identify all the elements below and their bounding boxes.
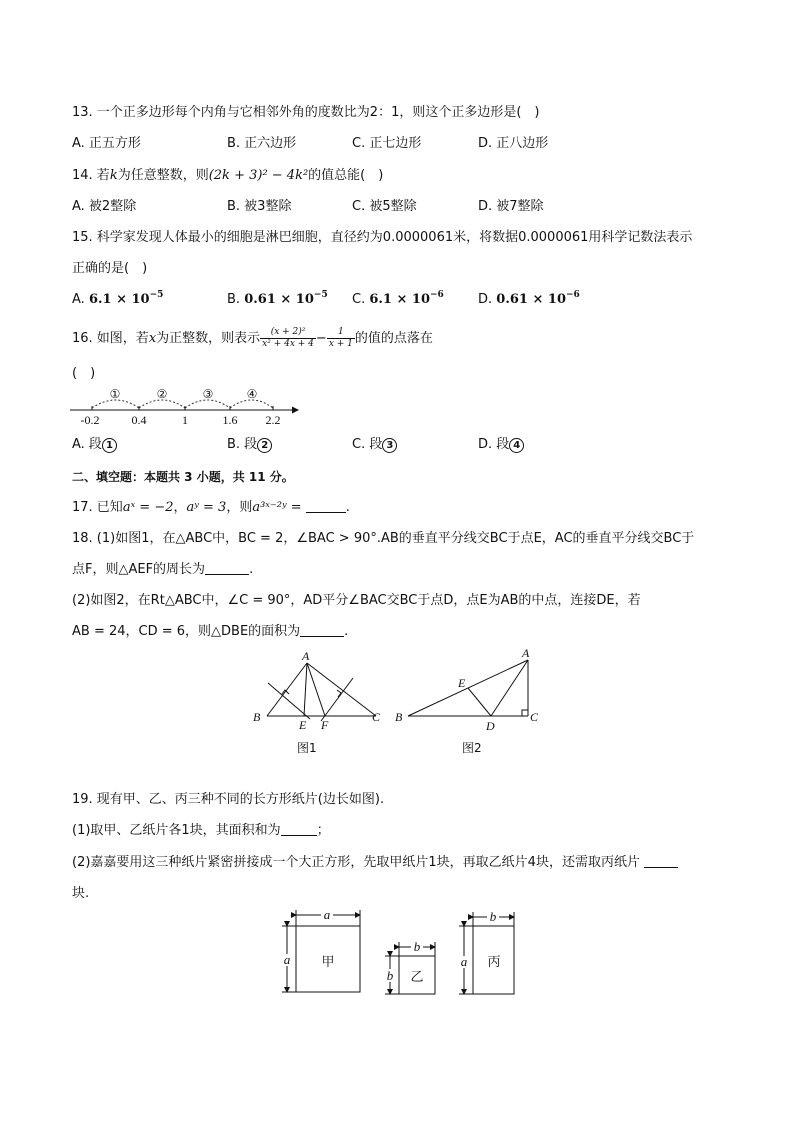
segment-label-1: ①	[109, 387, 121, 401]
q14-option-d: D. 被7整除	[478, 199, 544, 214]
point-label-a: A	[522, 646, 530, 660]
segment-label-3: ③	[202, 387, 214, 401]
segment-label-4: ④	[246, 387, 258, 401]
q13-option-c: C. 正七边形	[352, 136, 422, 151]
q17-answer-blank[interactable]	[306, 499, 346, 513]
section-heading: 二、填空题：本题共 3 小题，共 11 分。	[72, 470, 294, 484]
q19-part2-line2: 块.	[72, 886, 90, 901]
q16-option-a: A. 段 1	[72, 436, 117, 454]
card-yi	[384, 939, 435, 994]
point-label-b: B	[253, 710, 261, 724]
card-yi-name: 乙	[410, 970, 424, 985]
card-bing-name: 丙	[487, 955, 501, 970]
card-yi-side-label: b	[386, 968, 394, 983]
q19-part2-answer-blank[interactable]	[644, 854, 678, 868]
q15-stem-line1: 15. 科学家发现人体最小的细胞是淋巴细胞，直径约为0.0000061米，将数据0.0000061用科学记数法表示	[72, 230, 693, 245]
point-label-b: B	[395, 710, 403, 724]
perp-bisector-ac	[321, 678, 353, 721]
point-label-e: E	[458, 676, 466, 690]
q13-option-d: D. 正八边形	[478, 136, 549, 151]
tick-label: 1	[182, 413, 188, 427]
q15-stem-line2: 正确的是( )	[72, 261, 148, 276]
q16-fraction-1: $\frac{\text{(x + 2)²}}{\text{x² + 4x + 4}}$	[262, 327, 314, 349]
q16-option-c: C. 段 3	[352, 436, 397, 454]
segment-ab	[267, 663, 307, 716]
card-jia-top-label: a	[323, 907, 331, 922]
q18-part1-line1: 18. (1)如图1，在△ABC中，BC = 2，∠BAC > 90°.AB的垂直平分线交BC于点E，AC的垂直平分线交BC于	[72, 531, 695, 546]
right-angle-mark	[337, 690, 341, 697]
perp-bisector-ab	[268, 683, 310, 719]
card-jia-side-label: a	[283, 952, 291, 967]
q14-expression: (2k + 3)² − 4k²	[208, 168, 309, 183]
q18-part2-line2: AB = 24，CD = 6，则△DBE的面积为 .	[72, 624, 349, 639]
q18-part1-answer-blank[interactable]	[205, 561, 249, 575]
q16-option-d: D. 段 4	[478, 436, 524, 454]
q19-part1-answer-blank[interactable]	[281, 822, 317, 836]
q16-fraction-2: $\frac{1}{x + 1}$	[328, 327, 353, 349]
q14-stem: 14. 若k为任意整数，则(2k + 3)² − 4k²的值总能( )	[72, 168, 384, 183]
q16-number-line	[66, 382, 302, 428]
q13-stem: 13. 一个正多边形每个内角与它相邻外角的度数比为2：1，则这个正多边形是( )	[72, 105, 540, 120]
point-label-f: F	[321, 718, 329, 732]
q13-option-a: A. 正五方形	[72, 136, 141, 151]
segment-arc-1	[92, 400, 139, 408]
segment-arc-3	[185, 400, 230, 408]
q19-cards-figure	[276, 906, 526, 1006]
q17-stem: 17. 已知aˣ = −2，aʸ = 3，则a³ˣ⁻²ʸ = .	[72, 500, 350, 515]
card-jia-name: 甲	[321, 955, 335, 970]
q19-part1: (1)取甲、乙纸片各1块，其面积和为 ；	[72, 823, 330, 838]
card-bing-top-label: b	[489, 909, 497, 924]
tick-label: -0.2	[80, 413, 100, 427]
q16-option-b: B. 段 2	[227, 436, 272, 454]
tick-label: 2.2	[265, 413, 281, 427]
q16-paren: ( )	[72, 366, 96, 381]
q19-stem: 19. 现有甲、乙、丙三种不同的长方形纸片(边长如图).	[72, 792, 385, 807]
point-label-a: A	[302, 649, 310, 663]
figure-1-caption: 图1	[297, 741, 317, 755]
segment-arc-2	[139, 400, 185, 408]
card-bing	[458, 909, 514, 994]
segment-arc-4	[230, 400, 273, 408]
figure-2	[388, 640, 548, 760]
q18-part1-line2: 点F，则△AEF的周长为 .	[72, 562, 254, 577]
number-line-arrow	[292, 407, 299, 414]
q13-option-b: B. 正六边形	[227, 136, 297, 151]
segment-af	[307, 663, 325, 716]
q14-option-a: A. 被2整除	[72, 199, 137, 214]
q16-stem: 16. 如图，若x为正整数，则表示 $\frac{\text{(x + 2)²}}{\text{x² + 4x + 4}}$ − $\frac{1}{x + 1}$ 的值的点落在	[72, 327, 433, 349]
point-label-c: C	[372, 710, 381, 724]
tick-label: 0.4	[131, 413, 147, 427]
point-label-c: C	[530, 710, 539, 724]
q15-option-b: B. $0.61 \times 10^{-5}$	[227, 290, 328, 307]
segment-label-2: ②	[156, 387, 168, 401]
q15-option-c: C. $6.1 \times 10^{-6}$	[352, 290, 444, 307]
q15-option-a: A. $6.1 \times 10^{-5}$	[72, 290, 164, 307]
q18-part2-answer-blank[interactable]	[300, 623, 344, 637]
point-label-e: E	[299, 718, 307, 732]
figure-2-caption: 图2	[462, 741, 482, 755]
figure-1	[248, 648, 398, 760]
q18-part2-line1: (2)如图2，在Rt△ABC中，∠C = 90°，AD平分∠BAC交BC于点D，点E为AB的中点，连接DE，若	[72, 593, 641, 608]
q19-part2-line1: (2)嘉嘉要用这三种纸片紧密拼接成一个大正方形，先取甲纸片1块，再取乙纸片4块，还需取丙纸片	[72, 854, 678, 872]
card-jia	[281, 907, 360, 992]
segment-ae	[304, 663, 307, 716]
q14-option-c: C. 被5整除	[352, 199, 417, 214]
segment-de	[468, 688, 491, 716]
point-label-d: D	[486, 719, 495, 733]
q14-option-b: B. 被3整除	[227, 199, 292, 214]
segment-ac	[307, 663, 376, 716]
tick-label: 1.6	[222, 413, 238, 427]
card-yi-top-label: b	[413, 939, 421, 954]
q15-option-d: D. $0.61 \times 10^{-6}$	[478, 290, 580, 307]
right-angle-mark	[522, 710, 528, 716]
card-bing-side-label: a	[460, 954, 468, 969]
